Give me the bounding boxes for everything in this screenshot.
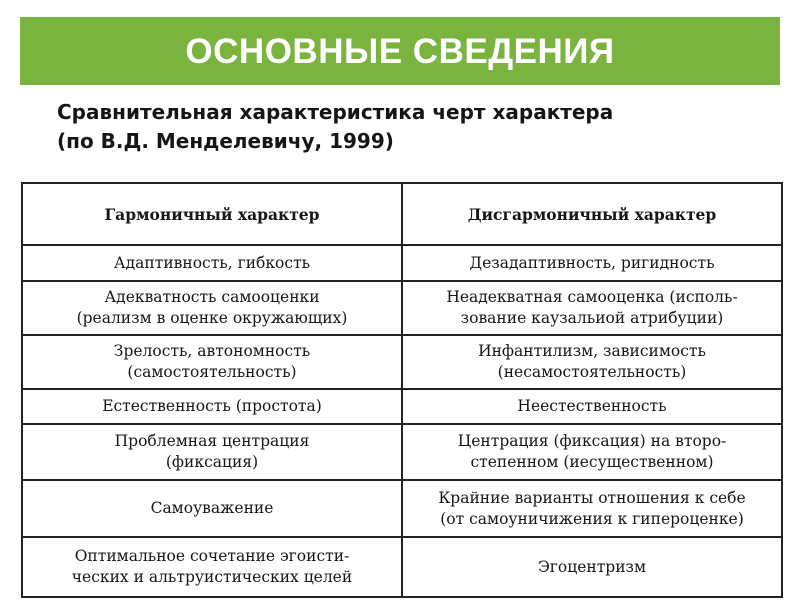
table-row <box>22 424 782 480</box>
table-cell-harmonious <box>22 537 402 597</box>
cell-text-line: Эгоцентризм <box>537 557 647 576</box>
table-row <box>22 335 782 389</box>
table-cell-disharmonious <box>402 480 782 537</box>
cell-text-line: степенном (иесущественном) <box>470 453 714 471</box>
cell-text-line: Естественность (простота) <box>102 397 322 415</box>
subtitle <box>57 98 757 156</box>
cell-text-line: Адаптивность, гибкость <box>113 253 311 272</box>
table-header <box>22 183 782 245</box>
cell-text-line: (фиксация) <box>165 453 259 471</box>
cell-text-line: Зрелость, автономность <box>113 342 311 360</box>
column-header-disharmonious: Дисгармоничный характер <box>402 183 782 245</box>
table-body <box>22 245 782 597</box>
table-cell-harmonious <box>22 480 402 537</box>
table-header-row <box>22 183 782 245</box>
cell-text-line: Крайние варианты отношения к себе <box>438 488 746 507</box>
cell-text-line: Центрация (фиксация) на второ- <box>457 432 727 450</box>
cell-text-line: Неестественность <box>517 397 667 415</box>
table-row <box>22 245 782 281</box>
table-row <box>22 480 782 537</box>
cell-text-line: Оптимальное сочетание эгоисти- <box>74 547 350 565</box>
cell-text-line: (несамостоятельность) <box>497 363 687 381</box>
table-cell-disharmonious <box>402 281 782 335</box>
table-cell-disharmonious <box>402 424 782 480</box>
table-cell-harmonious <box>22 424 402 480</box>
table-cell-harmonious <box>22 389 402 424</box>
table-cell-harmonious <box>22 335 402 389</box>
table-cell-disharmonious <box>402 537 782 597</box>
cell-text-line: (реализм в оценке окружающих) <box>76 309 348 327</box>
cell-text-line: (от самоуничижения к гипероценке) <box>440 509 744 528</box>
page-title: ОСНОВНЫЕ СВЕДЕНИЯ <box>185 31 615 71</box>
cell-text-line: ческих и альтруистических целей <box>71 568 353 586</box>
cell-text-line: Дезадаптивность, ригидность <box>469 253 715 272</box>
comparison-table <box>21 182 783 598</box>
table-cell-disharmonious <box>402 245 782 281</box>
subtitle-line-1: Сравнительная характеристика черт характера <box>57 100 614 124</box>
table-cell-disharmonious <box>402 335 782 389</box>
column-header-harmonious: Гармоничный характер <box>22 183 402 245</box>
cell-text-line: Неадекватная самооценка (исполь- <box>446 288 738 306</box>
table-row <box>22 281 782 335</box>
table-row <box>22 389 782 424</box>
table-cell-harmonious <box>22 245 402 281</box>
table-cell-harmonious <box>22 281 402 335</box>
subtitle-line-2: (по В.Д. Менделевичу, 1999) <box>57 129 394 153</box>
cell-text-line: Инфантилизм, зависимость <box>478 342 706 360</box>
table-row <box>22 537 782 597</box>
table-cell-disharmonious <box>402 389 782 424</box>
cell-text-line: (самостоятельность) <box>127 363 297 381</box>
cell-text-line: Самоуважение <box>150 499 274 517</box>
cell-text-line: Адекватность самооценки <box>104 288 320 306</box>
header-bar <box>20 17 780 85</box>
cell-text-line: Проблемная центрация <box>114 432 310 450</box>
cell-text-line: зование каузальиой атрибуции) <box>460 309 724 327</box>
